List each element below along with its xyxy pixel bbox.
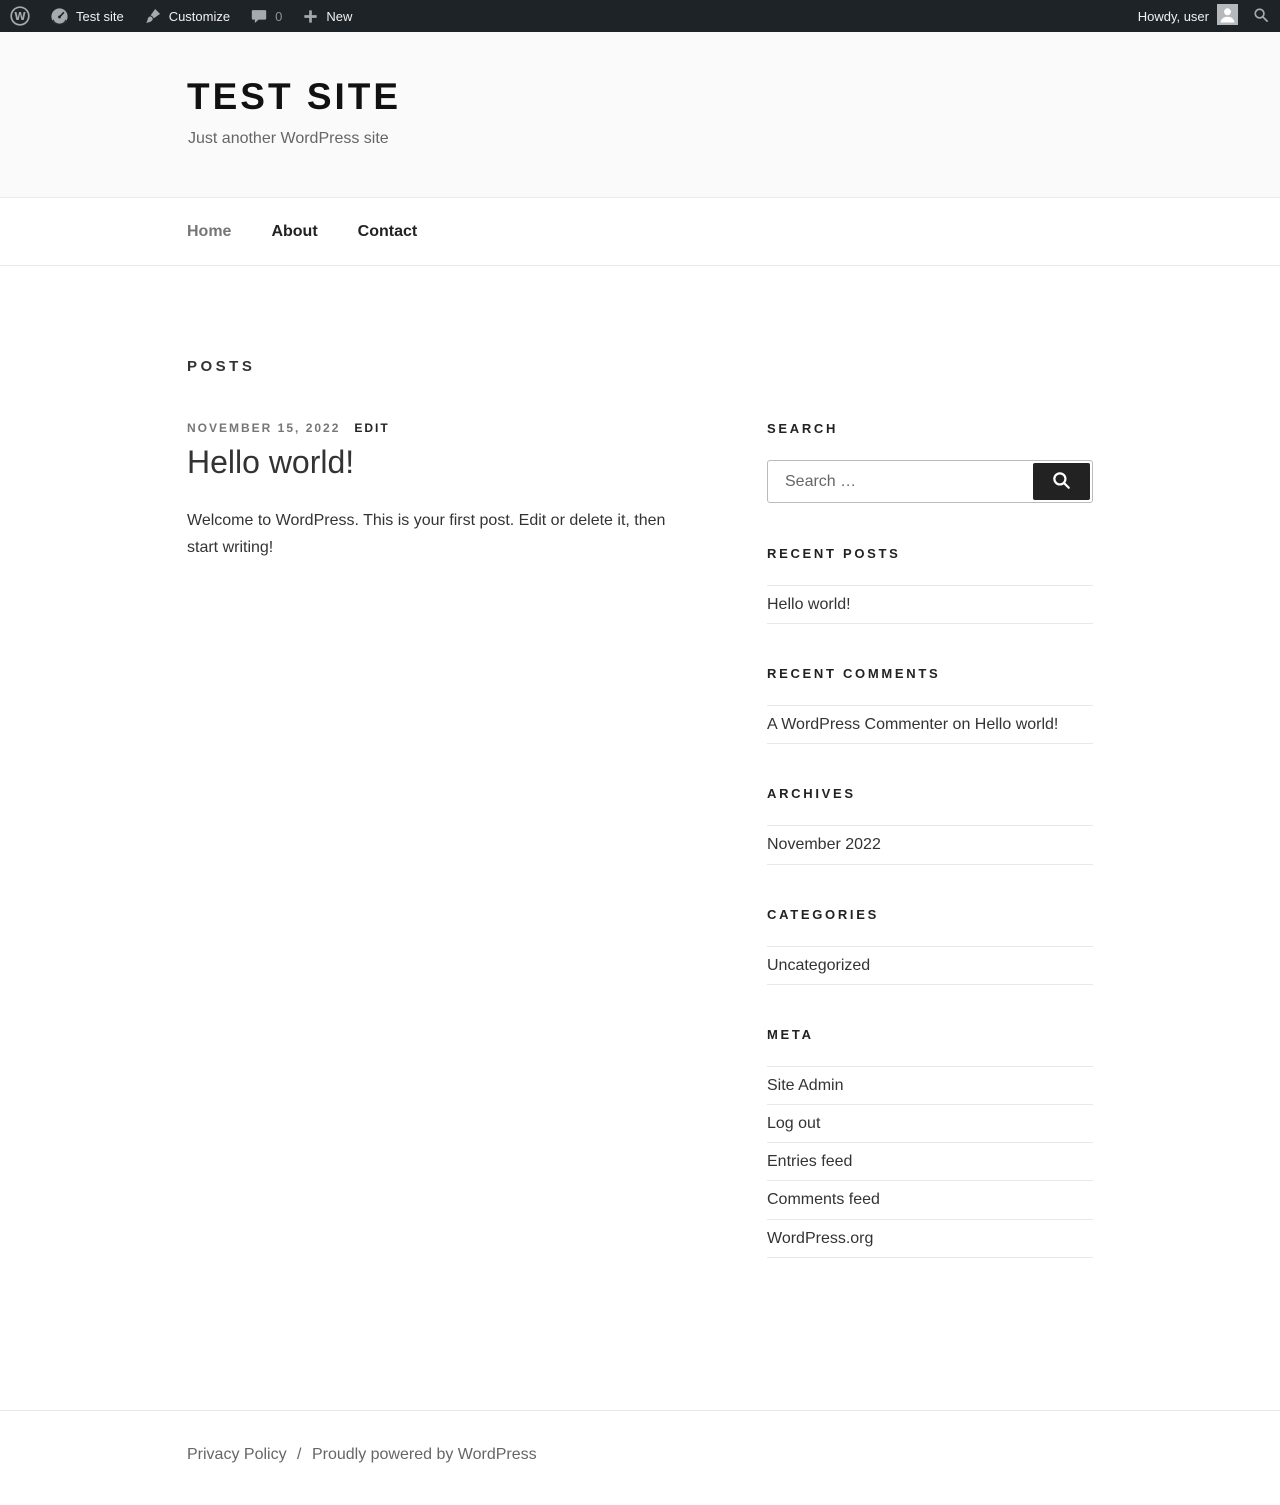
privacy-policy-link[interactable]: Privacy Policy xyxy=(187,1445,287,1463)
search-widget-title: SEARCH xyxy=(767,421,839,436)
nav-item-home[interactable]: Home xyxy=(187,223,232,240)
nav-item-contact[interactable]: Contact xyxy=(357,223,418,240)
archive-link[interactable]: November 2022 xyxy=(767,826,1093,864)
meta-log-out-link[interactable]: Log out xyxy=(767,1105,1093,1143)
admin-bar-comment-count: 0 xyxy=(275,8,283,24)
search-submit-button[interactable] xyxy=(1033,463,1090,500)
search-form xyxy=(767,460,1093,503)
admin-bar-comments[interactable] xyxy=(240,0,292,32)
meta-site-admin-link[interactable]: Site Admin xyxy=(767,1067,1093,1105)
powered-by-link[interactable]: Proudly powered by WordPress xyxy=(311,1445,537,1463)
admin-bar-search[interactable] xyxy=(1247,7,1280,26)
wordpress-logo-icon xyxy=(10,6,30,26)
recent-posts-widget xyxy=(767,546,1093,624)
meta-entries-feed-link[interactable]: Entries feed xyxy=(767,1143,1093,1181)
main-navigation xyxy=(0,197,1280,266)
recent-posts-title: RECENT POSTS xyxy=(767,546,901,561)
comment-bubble-icon xyxy=(250,7,268,25)
dashboard-gauge-icon xyxy=(50,7,69,26)
svg-text:W: W xyxy=(14,11,26,23)
admin-bar-howdy-text: Howdy, user xyxy=(1137,8,1209,24)
admin-bar-site-name: Test site xyxy=(76,8,124,24)
entry-meta xyxy=(187,421,712,435)
category-link[interactable]: Uncategorized xyxy=(767,947,1093,985)
site-title[interactable]: TEST SITE xyxy=(187,76,402,117)
plus-icon xyxy=(302,8,319,25)
admin-bar-my-account[interactable] xyxy=(1129,4,1247,28)
admin-bar-new-label: New xyxy=(326,8,353,24)
archives-widget xyxy=(767,786,1093,864)
content-area xyxy=(187,266,1093,1410)
comment-post-link[interactable]: Hello world! xyxy=(974,716,1059,734)
post-edit-link[interactable]: EDIT xyxy=(354,421,390,435)
comment-connector: on xyxy=(948,716,975,734)
meta-comments-feed-link[interactable]: Comments feed xyxy=(767,1181,1093,1219)
search-button-icon xyxy=(1051,470,1072,494)
meta-widget xyxy=(767,1027,1093,1258)
admin-bar-site-menu[interactable] xyxy=(40,0,134,32)
recent-comment-item xyxy=(767,706,1093,744)
search-icon xyxy=(1253,7,1269,26)
post-title-link[interactable]: Hello world! xyxy=(187,444,355,480)
user-avatar xyxy=(1217,4,1238,28)
recent-comments-widget xyxy=(767,666,1093,744)
admin-bar xyxy=(0,0,1280,32)
categories-widget xyxy=(767,907,1093,985)
admin-bar-new[interactable] xyxy=(292,0,362,32)
wordpress-logo-menu[interactable] xyxy=(0,0,40,32)
site-tagline: Just another WordPress site xyxy=(188,130,389,147)
post-date-link[interactable]: NOVEMBER 15, 2022 xyxy=(187,421,341,435)
site-footer xyxy=(0,1410,1280,1505)
admin-bar-customize[interactable] xyxy=(134,0,240,32)
categories-title: CATEGORIES xyxy=(767,906,879,922)
page-title: POSTS xyxy=(187,358,256,375)
posts-column xyxy=(187,421,712,577)
paintbrush-icon xyxy=(144,7,162,25)
recent-post-link[interactable]: Hello world! xyxy=(767,586,1093,624)
recent-comments-title: RECENT COMMENTS xyxy=(767,666,941,682)
post-body-text: Welcome to WordPress. This is your first post. Edit or delete it, then start writing! xyxy=(187,512,666,556)
footer-separator: / xyxy=(297,1445,302,1463)
meta-wordpress-org-link[interactable]: WordPress.org xyxy=(767,1220,1093,1258)
meta-title: META xyxy=(767,1026,814,1042)
search-widget xyxy=(767,421,1093,503)
archives-title: ARCHIVES xyxy=(767,786,856,802)
comment-author-link[interactable]: A WordPress Commenter xyxy=(767,716,949,734)
sidebar xyxy=(767,421,1093,1300)
site-header xyxy=(0,32,1280,197)
nav-item-about[interactable]: About xyxy=(271,223,318,240)
admin-bar-right xyxy=(1129,0,1280,32)
admin-bar-customize-label: Customize xyxy=(168,8,231,24)
post-article xyxy=(187,421,712,561)
